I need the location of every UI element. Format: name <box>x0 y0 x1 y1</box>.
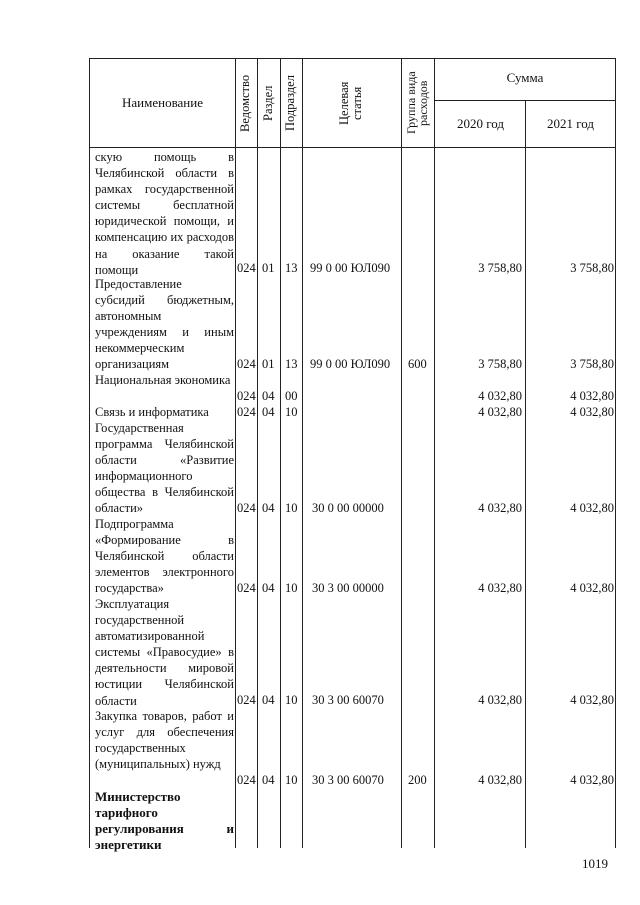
col-divider-vr <box>434 58 435 848</box>
col-divider-name <box>235 58 236 848</box>
row-name: Национальная экономика <box>95 373 231 387</box>
row-podr: 10 <box>285 501 298 515</box>
row-podr: 10 <box>285 581 298 595</box>
row-sum-2021: 4 032,80 <box>570 581 614 595</box>
header-2021: 2021 год <box>547 116 594 131</box>
col-divider-razd <box>280 58 281 848</box>
row-cs: 30 0 00 00000 <box>312 501 384 515</box>
row-vr: 600 <box>408 357 427 371</box>
header-summa: Сумма <box>506 70 544 85</box>
row-name: Предоставление субсидий бюджетным, автономным учреждениям и иным некоммерческим организациям <box>95 277 234 372</box>
row-name: Закупка товаров, работ и услуг для обеспечения государственных (муниципальных) нужд <box>95 709 234 772</box>
row-ved: 024 <box>237 389 256 403</box>
row-podr: 13 <box>285 357 298 371</box>
row-sum-2021: 4 032,80 <box>570 693 614 707</box>
row-sum-2020: 4 032,80 <box>478 389 522 403</box>
row-sum-2020: 4 032,80 <box>478 581 522 595</box>
row-name: Государственная программа Челябинской области «Развитие информационного общества в Челябинской области» <box>95 421 234 516</box>
row-name: Связь и информатика <box>95 405 209 419</box>
header-tselevaya-statya: Целевая статья <box>337 81 364 125</box>
row-sum-2020: 4 032,80 <box>478 693 522 707</box>
row-sum-2020: 4 032,80 <box>478 405 522 419</box>
table-border-left <box>89 58 90 848</box>
row-ved: 024 <box>237 501 256 515</box>
row-sum-2020: 4 032,80 <box>478 773 522 787</box>
row-razd: 04 <box>262 405 275 419</box>
col-divider-2020 <box>525 100 526 848</box>
row-podr: 10 <box>285 693 298 707</box>
header-podrazdel: Подраздел <box>283 75 297 131</box>
row-sum-2021: 3 758,80 <box>570 357 614 371</box>
row-cs: 99 0 00 ЮЛ090 <box>310 357 391 371</box>
row-razd: 04 <box>262 389 275 403</box>
row-razd: 04 <box>262 693 275 707</box>
col-divider-podr <box>302 58 303 848</box>
row-cs: 30 3 00 00000 <box>312 581 384 595</box>
row-podr: 10 <box>285 773 298 787</box>
header-name: Наименование <box>122 95 203 110</box>
row-razd: 04 <box>262 773 275 787</box>
row-razd: 04 <box>262 501 275 515</box>
row-cs: 99 0 00 ЮЛ090 <box>310 261 391 275</box>
row-sum-2020: 3 758,80 <box>478 261 522 275</box>
header-vedomstvo: Ведомство <box>238 74 252 132</box>
row-ved: 024 <box>237 693 256 707</box>
row-sum-2021: 4 032,80 <box>570 773 614 787</box>
header-razdel: Раздел <box>261 85 275 121</box>
row-razd: 01 <box>262 261 275 275</box>
col-divider-ved <box>257 58 258 848</box>
table-border-right <box>615 58 616 848</box>
summa-divider <box>434 100 616 101</box>
header-2020: 2020 год <box>457 116 504 131</box>
row-podr: 00 <box>285 389 298 403</box>
page-number: 1019 <box>582 856 608 871</box>
row-sum-2021: 4 032,80 <box>570 501 614 515</box>
table-border-top <box>89 58 616 59</box>
row-ved: 024 <box>237 773 256 787</box>
row-name-ministry: Министерство тарифного регулирования и энергетики <box>95 789 234 853</box>
row-vr: 200 <box>408 773 427 787</box>
row-sum-2021: 4 032,80 <box>570 389 614 403</box>
header-gruppa-vida-rashodov: Группа вида расходов <box>404 71 430 135</box>
header-bottom-border <box>89 147 616 148</box>
row-sum-2020: 4 032,80 <box>478 501 522 515</box>
row-cs: 30 3 00 60070 <box>312 693 384 707</box>
row-ved: 024 <box>237 261 256 275</box>
row-razd: 01 <box>262 357 275 371</box>
col-divider-cs <box>401 58 402 848</box>
row-name: Подпрограмма «Формирование в Челябинской области элементов электронного государства» <box>95 517 234 596</box>
row-ved: 024 <box>237 357 256 371</box>
row-razd: 04 <box>262 581 275 595</box>
row-podr: 10 <box>285 405 298 419</box>
row-ved: 024 <box>237 405 256 419</box>
row-sum-2020: 3 758,80 <box>478 357 522 371</box>
row-podr: 13 <box>285 261 298 275</box>
row-name: Эксплуатация государственной автоматизированной системы «Правосудие» в деятельности мировой юстиции Челябинской области <box>95 597 234 708</box>
row-ved: 024 <box>237 581 256 595</box>
row-sum-2021: 3 758,80 <box>570 261 614 275</box>
row-sum-2021: 4 032,80 <box>570 405 614 419</box>
row-name: скую помощь в Челябинской области в рамках государственной системы бесплатной юридической помощи, и компенсацию их расходов на оказание такой помощи <box>95 150 234 277</box>
row-cs: 30 3 00 60070 <box>312 773 384 787</box>
